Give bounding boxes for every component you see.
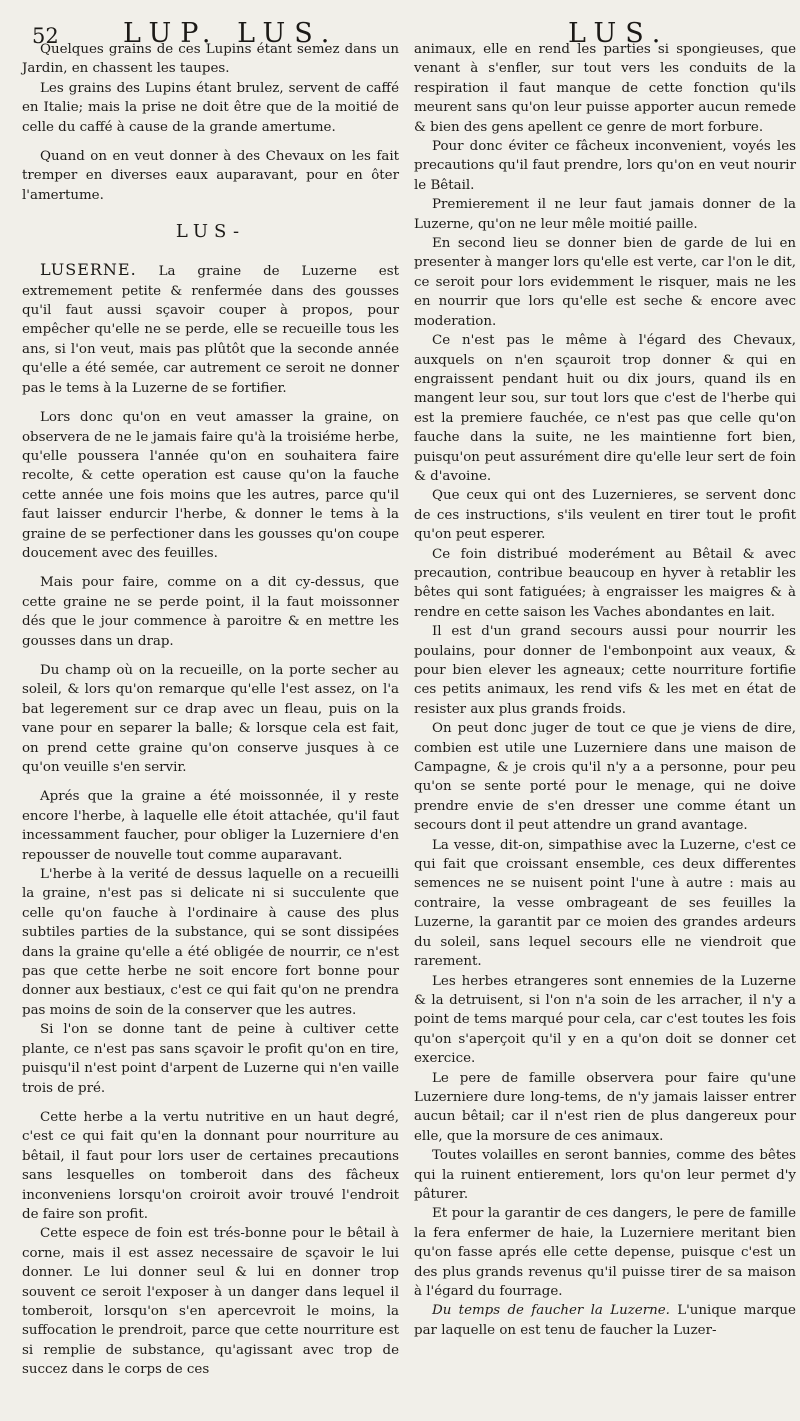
paragraph: Ce foin distribué moderément au Bêtail & avec precaution, contribue beaucoup en hyver à retablir les bêtes qui sont fatiguées; à engraisser les maigres & à rendre en cette saison les Vaches abondantes en lait.	[414, 546, 796, 620]
paragraph: On peut donc juger de tout ce que je viens de dire, combien est utile une Luzerniere dans une maison de Campagne, & je crois qu'il n'y a a personne, pour peu qu'on se sente porté pour le menage, qui ne doive prendre envie de s'en dresser une comme étant un secours dont il peut attendre un grand avantage.	[414, 721, 796, 834]
paragraph: Il est d'un grand secours aussi pour nourrir les poulains, pour donner de l'embonpoint aux veaux, & pour bien elever les agneaux; cette nourriture fortifie ces petits animaux, les rend vifs & les met en état de resister aux plus grands froids.	[414, 624, 796, 717]
paragraph: La vesse, dit-on, simpathise avec la Luzerne, c'est ce qui fait que croissant ensemble, ces deux differentes semences ne se nuisent point l'une à autre : mais au contraire, la vesse ombrageant de ses feuilles la Luzerne, la garantit par ce moien des grandes ardeurs du soleil, sans lequel secours elle ne viendroit que rarement.	[414, 837, 796, 970]
paragraph: Quelques grains de ces Lupins étant semez dans un Jardin, en chassent les taupes.	[22, 42, 399, 77]
italic-subheading: Du temps de faucher la Luzerne.	[432, 1303, 670, 1319]
paragraph: Lors donc qu'on en veut amasser la graine, on observera de ne le jamais faire qu'à la troisiéme herbe, qu'elle poussera l'année qu'on en souhaitera faire recolte, & cette operation est cause qu'on la fauche cette année une fois moins que les autres, parce qu'il faut laisser endurcir l'herbe, & donner le tems à la graine de se perfectioner dans les gousses qu'on coupe doucement avec des feuilles.	[22, 410, 399, 561]
paragraph: Les herbes etrangeres sont ennemies de la Luzerne & la detruisent, si l'on n'a soin de les arracher, il n'y a point de tems marqué pour cela, car c'est toutes les fois qu'on s'aperçoit qu'il y en a qu'on doit se donner cet exercice.	[414, 973, 796, 1067]
paragraph: Les grains des Lupins étant brulez, servent de caffé en Italie; mais la prise ne doit être que de la moitié de celle du caffé à cause de la grande amertume.	[22, 80, 399, 135]
page-number: 52	[32, 24, 59, 48]
paragraph: Aprés que la graine a été moissonnée, il y reste encore l'herbe, à laquelle elle étoit attachée, qu'il faut incessamment faucher, pour obliger la Luzerniere d'en repousser de nouvelle tout comme auparavant.	[22, 789, 399, 863]
paragraph: animaux, elle en rend les parties si spongieuses, que venant à s'enfler, sur tout vers les conduits de la respiration il faut manque de cette fonction qu'ils meurent sans qu'on leur puisse apporter aucun remede & bien des gens apellent ce genre de mort forbure.	[414, 42, 796, 135]
paragraph: Le pere de famille observera pour faire qu'une Luzerniere dure long-tems, de n'y jamais laisser entrer aucun bêtail; car il n'est rien de plus dangereux pour elle, que la morsure de ces animaux.	[414, 1070, 796, 1144]
paragraph: Toutes volailles en seront bannies, comme des bêtes qui la ruinent entierement, lors qu'on leur permet d'y pâturer.	[414, 1148, 796, 1202]
paragraph-text: L'unique marque par laquelle on est tenu de faucher la Luzer-	[414, 1303, 796, 1338]
paragraph: Mais pour faire, comme on a dit cy-dessus, que cette graine ne se perde point, il la faut moissonner dés que le jour commence à paroitre & en mettre les gousses dans un drap.	[22, 575, 399, 649]
right-column	[414, 40, 796, 1340]
paragraph	[22, 260, 399, 398]
lead-word: LUSERNE.	[40, 260, 137, 280]
paragraph: L'herbe à la verité de dessus laquelle on a recueilli la graine, n'est pas si delicate ni si succulente que celle qu'on fauche à l'ordinaire à cause des plus subtiles parties de la substance, qui se sont dissipées dans la graine qu'elle a été obligée de nourrir, ce n'est pas que cette herbe ne soit encore fort bonne pour donner aux bestiaux, c'est ce qui fait qu'on ne prendra pas moins de soin de la conserver que les autres.	[22, 867, 399, 1018]
paragraph: Pour donc éviter ce fâcheux inconvenient, voyés les precautions qu'il faut prendre, lors qu'on en veut nourir le Bêtail.	[414, 139, 796, 193]
paragraph: Que ceux qui ont des Luzernieres, se servent donc de ces instructions, s'ils veulent en tirer tout le profit qu'on peut esperer.	[414, 488, 796, 543]
paragraph: Premierement il ne leur faut jamais donner de la Luzerne, qu'on ne leur mêle moitié paille.	[414, 197, 796, 232]
header-left-title: LUP. LUS.	[123, 18, 339, 49]
paragraph: Cette herbe a la vertu nutritive en un haut degré, c'est ce qui fait qu'en la donnant pour nourriture au bêtail, il faut pour lors user de certaines precautions sans lesquelles on tomberoit dans des fâcheux inconveniens lorsqu'on croiroit avoir trouvé l'endroit de faire son profit.	[22, 1109, 399, 1222]
paragraph	[414, 1301, 796, 1340]
paragraph-text: La graine de Luzerne est extremement petite & renfermée dans des gousses qu'il faut aussi sçavoir couper à propos, pour empêcher qu'elle ne se perde, elle se recueille tous les ans, si l'on veut, mais pas plûtôt que la seconde année qu'elle a été semée, car autrement ce seroit ne donner pas le tems à la Luzerne de se fortifier.	[22, 264, 399, 396]
paragraph: Si l'on se donne tant de peine à cultiver cette plante, ce n'est pas sans sçavoir le profit qu'on en tire, puisqu'il n'est point d'arpent de Luzerne qui n'en vaille trois de pré.	[22, 1022, 399, 1096]
paragraph: Quand on en veut donner à des Chevaux on les fait tremper en diverses eaux auparavant, pour en ôter l'amertume.	[22, 149, 399, 203]
paragraph: Et pour la garantir de ces dangers, le pere de famille la fera enfermer de haie, la Luzerniere meritant bien qu'on fasse aprés elle cette depense, puisque c'est un des plus grands revenus qu'il puisse tirer de sa maison à l'égard du fourrage.	[414, 1206, 796, 1299]
left-column	[22, 40, 399, 1380]
paragraph: Cette espece de foin est trés-bonne pour le bêtail à corne, mais il est assez necessaire de sçavoir le lui donner. Le lui donner seul & lui en donner trop souvent ce seroit l'exposer à un danger dans lequel il tomberoit, lorsqu'on s'en apercevroit le moins, la suffocation le prendroit, parce que cette nourriture est si remplie de substance, qu'agissant avec trop de succez dans le corps de ces	[22, 1226, 399, 1378]
header-right-title: LUS.	[568, 18, 670, 49]
paragraph: Ce n'est pas le même à l'égard des Chevaux, auxquels on n'en sçauroit trop donner & qui en engraissent pendant huit ou dix jours, quand ils en mangent leur sou, sur tout lors que c'est de l'herbe qui est la premiere fauchée, ce n'est pas que celle qu'on fauche dans la suite, ne les maintienne fort bien, puisqu'on peut assurément dire qu'elle leur sert de foin & d'avoine.	[414, 333, 796, 484]
section-heading: LUS-	[175, 221, 246, 243]
paragraph: Du champ où on la recueille, on la porte secher au soleil, & lors qu'on remarque qu'elle l'est assez, on l'a bat legerement sur ce drap avec un fleau, puis on la vane pour en separer la balle; & lorsque cela est fait, on prend cette graine qu'on conserve jusques à ce qu'on veuille s'en servir.	[22, 662, 399, 775]
paragraph: En second lieu se donner bien de garde de lui en presenter à manger lors qu'elle est verte, car l'on le dit, ce seroit pour lors evidemment le risquer, mais ne les en nourrir que lors qu'elle est seche & encore avec moderation.	[414, 236, 796, 329]
